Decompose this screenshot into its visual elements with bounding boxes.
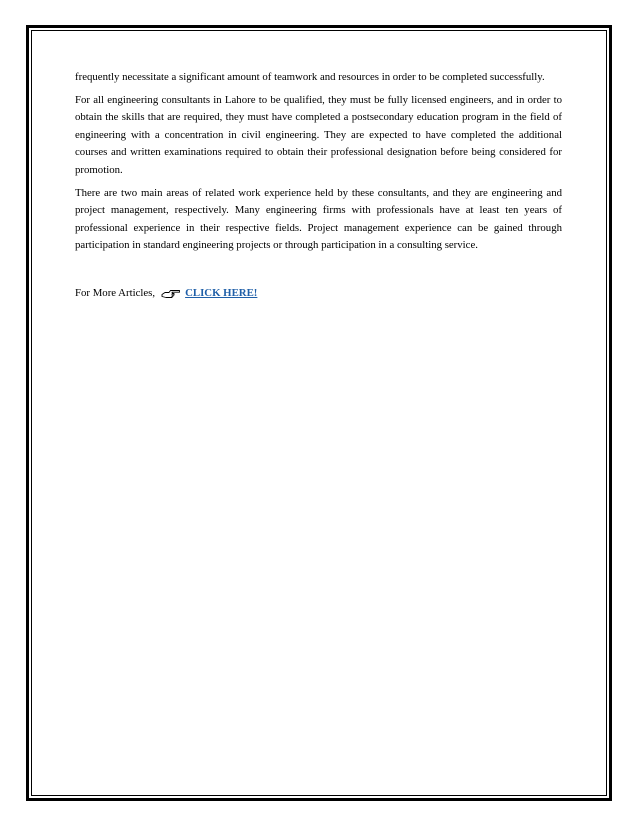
paragraph-continuation: frequently necessitate a significant amount of teamwork and resources in order to be completed successfully. bbox=[75, 71, 545, 83]
spacer bbox=[75, 260, 562, 285]
paragraph-experience: There are two main areas of related work experience held by these consultants, and they are engineering and project management, respectively. Many engineering firms with professionals have at least ten years of professional experience in their respective fields. Project management experience can be gained through participation in standard engineering projects or through participation in a consulting service. bbox=[75, 186, 562, 252]
document-body bbox=[75, 69, 562, 303]
more-articles-label: For More Articles, bbox=[75, 286, 156, 299]
click-here-link[interactable]: CLICK HERE! bbox=[185, 286, 258, 299]
more-articles-line bbox=[75, 285, 562, 303]
pointing-hand-icon bbox=[161, 288, 181, 300]
paragraph-qualifications: For all engineering consultants in Lahore to be qualified, they must be fully licensed engineers, and in order to obtain the skills that are required, they must have completed a postsecondary education program in the field of engineering with a concentration in civil engineering. They are expected to have completed the additional courses and written examinations required to obtain their professional designation before being considered for promotion. bbox=[75, 93, 562, 176]
